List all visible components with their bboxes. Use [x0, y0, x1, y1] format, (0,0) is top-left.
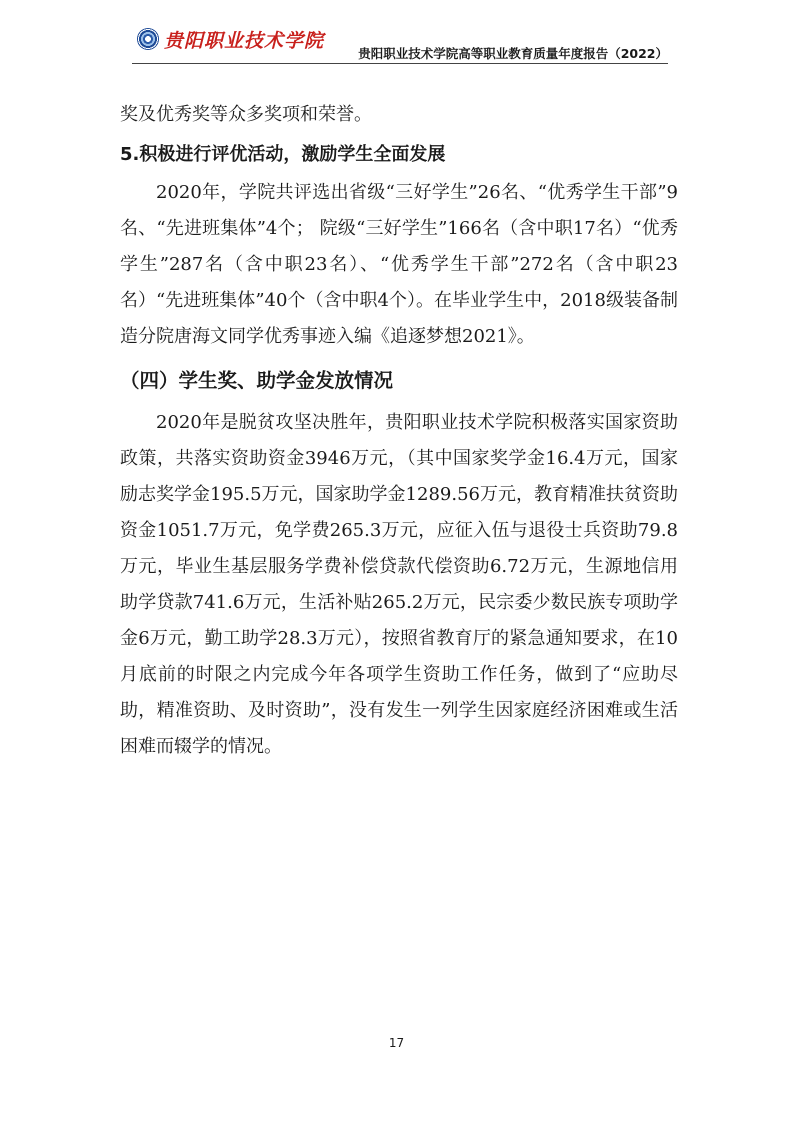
page-header: [132, 22, 668, 64]
continued-paragraph: 奖及优秀奖等众多奖项和荣誉。: [120, 104, 372, 125]
section-5-heading: 5.积极进行评优活动，激励学生全面发展: [120, 144, 446, 165]
header-divider: [132, 63, 668, 64]
part-4-paragraph: 2020年是脱贫攻坚决胜年，贵阳职业技术学院积极落实国家资助政策，共落实资助资金3946万元，（其中国家奖学金16.4万元，国家励志奖学金195.5万元，国家助学金1289.56万元，教育精准扶贫资助资金1051.7万元，免学费265.3万元，应征入伍与退役士兵资助79.8万元，毕业生基层服务学费补偿贷款代偿资助6.72万元，生源地信用助学贷款741.6万元，生活补贴265.2万元，民宗委少数民族专项助学金6万元，勤工助学28.3万元），按照省教育厅的紧急通知要求，在10月底前的时限之内完成今年各项学生资助工作任务，做到了“应助尽助，精准资助、及时资助”，没有发生一列学生因家庭经济困难或生活困难而辍学的情况。: [120, 412, 678, 757]
section-5-paragraph: 2020年，学院共评选出省级“三好学生”26名、“优秀学生干部”9名、“先进班集体”4个； 院级“三好学生”166名（含中职17名）“优秀学生”287名（含中职23名）、“优秀学生干部”272名（含中职23名）“先进班集体”40个（含中职4个）。在毕业学生中，2018级装备制造分院唐海文同学优秀事迹入编《追逐梦想2021》。: [120, 182, 678, 347]
report-title: 贵阳职业技术学院高等职业教育质量年度报告（2022）: [358, 46, 668, 61]
part-4-heading: （四）学生奖、助学金发放情况: [120, 369, 394, 392]
page-content: [120, 97, 678, 765]
page-number: 17: [388, 1036, 405, 1050]
school-emblem-icon: [137, 28, 159, 50]
school-logo-text: 贵阳职业技术学院: [164, 30, 325, 52]
